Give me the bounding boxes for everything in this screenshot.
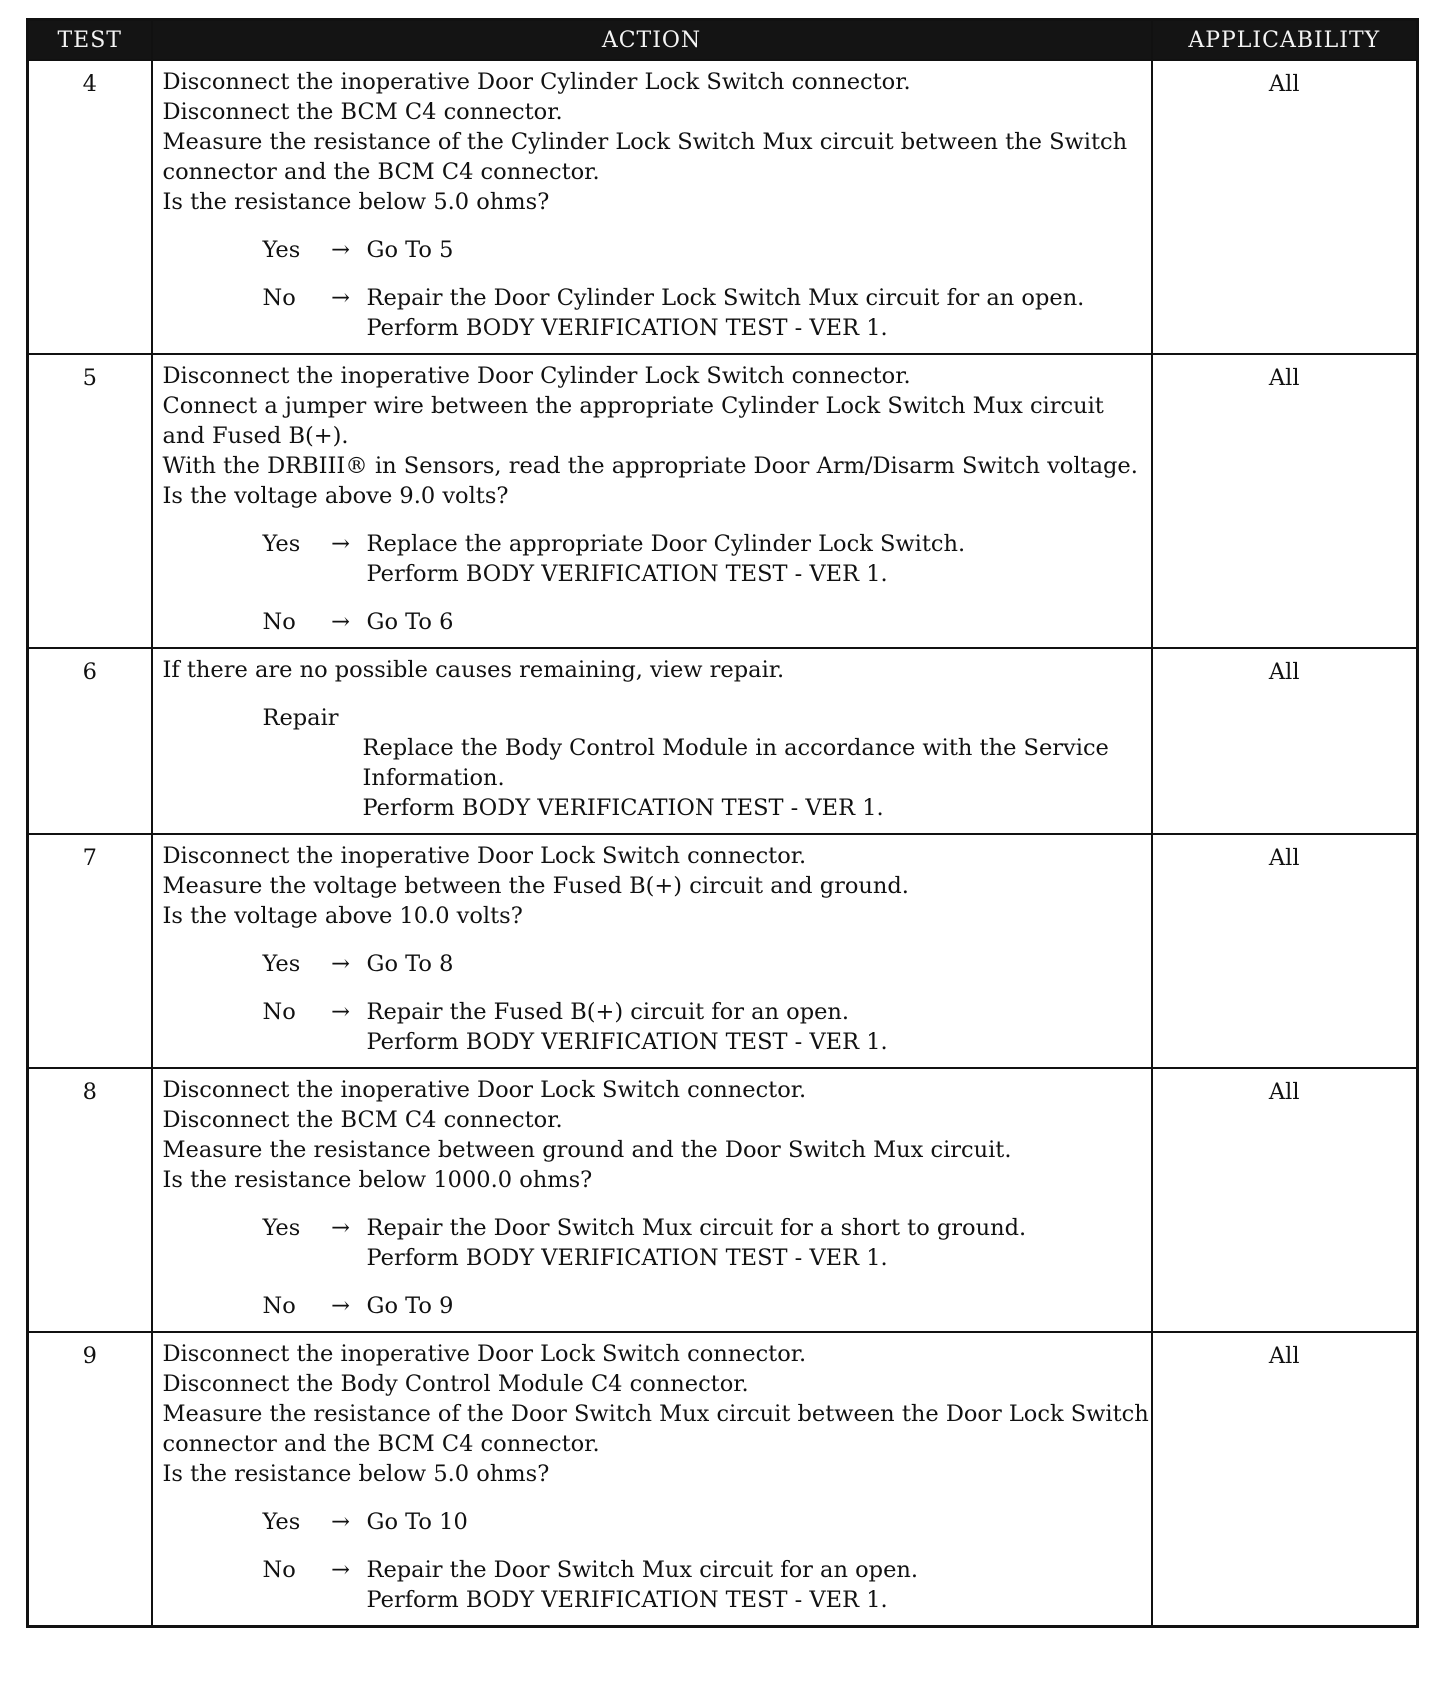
yes-branch [263, 1213, 1141, 1273]
yes-result [367, 1507, 1141, 1537]
action-instruction: Measure the resistance of the Cylinder Lock Switch Mux circuit between the Switch [162, 129, 1128, 155]
yes-result [367, 949, 1141, 979]
applicability-column-header: APPLICABILITY [1152, 20, 1418, 61]
action-instruction: Measure the voltage between the Fused B(+) circuit and ground. [162, 873, 909, 899]
no-label: No [262, 1293, 296, 1319]
result-line: Go To 10 [366, 1509, 468, 1535]
no-branch [263, 607, 1141, 637]
no-branch [263, 997, 1141, 1057]
no-label: No [262, 285, 296, 311]
action-instruction: Measure the resistance of the Door Switch Mux circuit between the Door Lock Switch [162, 1401, 1149, 1427]
table-row [28, 60, 1418, 354]
no-branch [263, 1291, 1141, 1321]
result-line: Perform BODY VERIFICATION TEST - VER 1. [366, 1245, 888, 1271]
action-instruction: Is the resistance below 5.0 ohms? [162, 189, 550, 215]
applicability-value: All [1152, 1068, 1418, 1332]
test-number: 9 [28, 1332, 152, 1627]
action-instruction: Is the resistance below 1000.0 ohms? [162, 1167, 593, 1193]
right-arrow-icon: → [331, 285, 350, 311]
applicability-value: All [1152, 648, 1418, 834]
action-instruction: connector and the BCM C4 connector. [162, 1431, 600, 1457]
action-instruction: If there are no possible causes remaining, view repair. [162, 657, 785, 683]
action-instruction: Is the voltage above 10.0 volts? [162, 903, 523, 929]
action-instruction: Disconnect the inoperative Door Lock Switch connector. [162, 1077, 807, 1103]
action-instruction: Disconnect the BCM C4 connector. [162, 1107, 563, 1133]
result-line: Repair the Fused B(+) circuit for an open. [366, 999, 850, 1025]
diagnostic-test-table [26, 18, 1419, 1628]
action-cell [152, 354, 1152, 648]
no-label: No [262, 1557, 296, 1583]
test-number: 5 [28, 354, 152, 648]
no-branch [263, 1555, 1141, 1615]
action-instruction: Disconnect the Body Control Module C4 connector. [162, 1371, 749, 1397]
result-line: Go To 5 [366, 237, 454, 263]
right-arrow-icon: → [331, 1215, 350, 1241]
action-instruction: Disconnect the inoperative Door Cylinder Lock Switch connector. [162, 363, 911, 389]
yes-label: Yes [262, 237, 301, 263]
no-result [367, 283, 1141, 343]
yes-result [367, 529, 1141, 589]
no-label: No [262, 999, 296, 1025]
repair-instructions [363, 733, 1141, 823]
action-cell [152, 648, 1152, 834]
no-label: No [262, 609, 296, 635]
no-result [367, 1555, 1141, 1615]
no-result [367, 607, 1141, 637]
result-line: Repair the Door Switch Mux circuit for an open. [366, 1557, 919, 1583]
action-cell [152, 60, 1152, 354]
result-line: Repair the Door Cylinder Lock Switch Mux circuit for an open. [366, 285, 1085, 311]
result-line: Go To 6 [366, 609, 454, 635]
action-instruction: Connect a jumper wire between the appropriate Cylinder Lock Switch Mux circuit [162, 393, 1104, 419]
action-instruction: and Fused B(+). [162, 423, 349, 449]
action-instruction: Disconnect the inoperative Door Lock Switch connector. [162, 843, 807, 869]
yes-branch [263, 1507, 1141, 1537]
action-instruction: connector and the BCM C4 connector. [162, 159, 600, 185]
applicability-value: All [1152, 1332, 1418, 1627]
no-result [367, 997, 1141, 1057]
test-number: 8 [28, 1068, 152, 1332]
action-column-header: ACTION [152, 20, 1152, 61]
right-arrow-icon: → [331, 609, 350, 635]
right-arrow-icon: → [331, 531, 350, 557]
action-instruction: Is the resistance below 5.0 ohms? [162, 1461, 550, 1487]
yes-branch [263, 529, 1141, 589]
repair-line: Replace the Body Control Module in accordance with the Service [362, 735, 1109, 761]
action-instruction: Disconnect the inoperative Door Lock Switch connector. [162, 1341, 807, 1367]
result-line: Repair the Door Switch Mux circuit for a short to ground. [366, 1215, 1027, 1241]
right-arrow-icon: → [331, 999, 350, 1025]
repair-line: Information. [362, 765, 505, 791]
repair-block [263, 703, 1141, 823]
table-body [28, 60, 1418, 1627]
table-header-row [28, 20, 1418, 61]
applicability-value: All [1152, 834, 1418, 1068]
yes-branch [263, 949, 1141, 979]
yes-label: Yes [262, 531, 301, 557]
result-line: Perform BODY VERIFICATION TEST - VER 1. [366, 1587, 888, 1613]
action-cell [152, 1332, 1152, 1627]
action-instruction: Disconnect the BCM C4 connector. [162, 99, 563, 125]
table-row [28, 1332, 1418, 1627]
right-arrow-icon: → [331, 237, 350, 263]
action-instruction: With the DRBIII® in Sensors, read the appropriate Door Arm/Disarm Switch voltage. [162, 453, 1138, 479]
action-instruction: Measure the resistance between ground and the Door Switch Mux circuit. [162, 1137, 1012, 1163]
action-instruction: Is the voltage above 9.0 volts? [162, 483, 509, 509]
action-cell [152, 834, 1152, 1068]
test-number: 6 [28, 648, 152, 834]
repair-line: Perform BODY VERIFICATION TEST - VER 1. [362, 795, 884, 821]
table-row [28, 1068, 1418, 1332]
action-cell [152, 1068, 1152, 1332]
no-result [367, 1291, 1141, 1321]
yes-branch [263, 235, 1141, 265]
table-row [28, 834, 1418, 1068]
yes-result [367, 1213, 1141, 1273]
table-row [28, 354, 1418, 648]
result-line: Go To 8 [366, 951, 454, 977]
no-branch [263, 283, 1141, 343]
right-arrow-icon: → [331, 1293, 350, 1319]
result-line: Replace the appropriate Door Cylinder Lock Switch. [366, 531, 966, 557]
test-number: 4 [28, 60, 152, 354]
right-arrow-icon: → [331, 951, 350, 977]
action-instruction: Disconnect the inoperative Door Cylinder Lock Switch connector. [162, 69, 911, 95]
test-number: 7 [28, 834, 152, 1068]
repair-label: Repair [262, 705, 339, 731]
right-arrow-icon: → [331, 1509, 350, 1535]
result-line: Perform BODY VERIFICATION TEST - VER 1. [366, 315, 888, 341]
table-row [28, 648, 1418, 834]
test-column-header: TEST [28, 20, 152, 61]
result-line: Go To 9 [366, 1293, 454, 1319]
yes-label: Yes [262, 1509, 301, 1535]
applicability-value: All [1152, 60, 1418, 354]
result-line: Perform BODY VERIFICATION TEST - VER 1. [366, 1029, 888, 1055]
yes-result [367, 235, 1141, 265]
applicability-value: All [1152, 354, 1418, 648]
result-line: Perform BODY VERIFICATION TEST - VER 1. [366, 561, 888, 587]
yes-label: Yes [262, 951, 301, 977]
yes-label: Yes [262, 1215, 301, 1241]
right-arrow-icon: → [331, 1557, 350, 1583]
